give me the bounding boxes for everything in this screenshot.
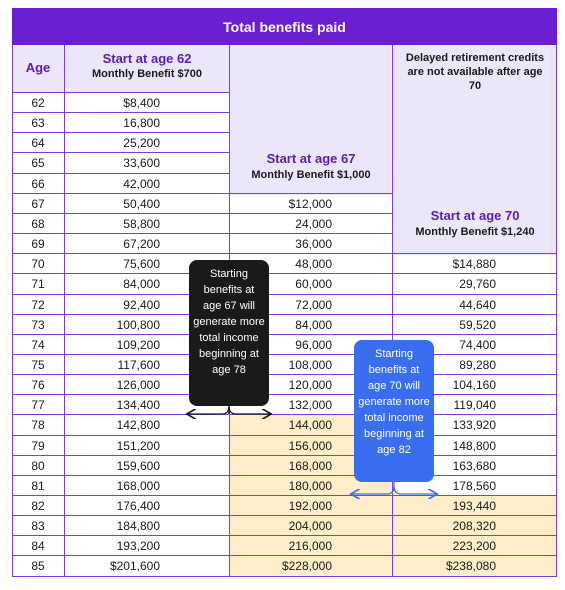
age-cell: 72: [31, 297, 45, 312]
age-cell: 79: [31, 438, 45, 453]
age-cell: 68: [31, 216, 45, 231]
value-67: 24,000: [295, 216, 332, 231]
value-70: 89,280: [459, 357, 496, 372]
header-start62-sub: Monthly Benefit $700: [91, 68, 203, 80]
header-note70: Delayed retirement credits are not available after age 70: [405, 52, 545, 92]
value-70: $238,080: [445, 559, 496, 574]
value-67: 156,000: [288, 438, 332, 453]
value-62: 109,200: [116, 337, 160, 352]
value-70: 119,040: [453, 398, 496, 413]
value-70: $14,880: [452, 257, 496, 272]
value-70: 163,680: [452, 458, 496, 473]
value-70: 148,800: [452, 438, 496, 453]
value-62: 151,200: [116, 438, 160, 453]
header-start70: Start at age 70: [430, 208, 520, 223]
callout-age70: Starting benefits at age 70 will generate more total income beginning at age 82: [354, 340, 434, 482]
value-67: 48,000: [295, 257, 332, 272]
value-67: 108,000: [288, 357, 332, 372]
age-cell: 76: [31, 378, 45, 393]
value-62: 134,400: [116, 398, 160, 413]
table-title: Total benefits paid: [12, 8, 557, 45]
value-62: 16,800: [123, 116, 160, 131]
value-67: 192,000: [288, 499, 332, 513]
value-62: $8,400: [123, 96, 160, 110]
value-62: 75,600: [123, 257, 160, 272]
age-cell: 77: [31, 398, 45, 413]
value-67: 60,000: [295, 277, 332, 292]
value-67: $228,000: [281, 559, 332, 574]
value-62: 193,200: [116, 539, 160, 554]
value-62: 100,800: [116, 317, 160, 332]
age-cell: 71: [31, 277, 45, 292]
callout-arrows: [12, 8, 557, 590]
value-62: 67,200: [123, 237, 160, 252]
value-70: 74,400: [459, 337, 496, 352]
age-cell: 74: [31, 337, 45, 352]
value-67: 72,000: [295, 297, 332, 312]
callout-age67: Starting benefits at age 67 will generate more total income beginning at age 78: [189, 260, 269, 406]
age-cell: 84: [31, 539, 45, 554]
value-62: 42,000: [123, 176, 160, 191]
value-62: 159,600: [116, 458, 160, 473]
value-67: 132,000: [288, 398, 332, 413]
value-70: 104,160: [452, 378, 496, 393]
arrow-age67: [188, 405, 270, 414]
value-62: 168,000: [116, 478, 160, 493]
header-age: Age: [25, 60, 51, 75]
value-67: 180,000: [288, 478, 332, 493]
age-cell: 85: [31, 559, 45, 574]
arrow-age70: [352, 481, 436, 494]
value-62: 176,400: [116, 499, 160, 513]
value-62: 126,000: [116, 378, 160, 393]
value-70: 59,520: [459, 317, 496, 332]
value-67: 204,000: [288, 519, 332, 534]
age-cell: 69: [31, 237, 45, 252]
age-cell: 83: [31, 519, 45, 534]
value-70: 208,320: [452, 519, 496, 534]
value-67: 120,000: [288, 378, 332, 393]
age-cell: 64: [31, 136, 45, 151]
header-start70-sub: Monthly Benefit $1,240: [415, 226, 535, 238]
age-cell: 81: [31, 478, 45, 493]
value-70: 44,640: [459, 297, 496, 312]
value-67: 36,000: [295, 237, 332, 252]
age-cell: 73: [31, 317, 45, 332]
age-cell: 82: [31, 499, 45, 513]
value-67: 216,000: [288, 539, 332, 554]
value-70: 223,200: [452, 539, 496, 554]
value-62: 142,800: [116, 418, 160, 433]
value-62: 184,800: [116, 519, 160, 534]
age-cell: 66: [31, 176, 45, 191]
age-cell: 67: [31, 196, 45, 211]
value-70: 29,760: [459, 277, 496, 292]
value-70: 193,440: [452, 499, 496, 513]
age-cell: 70: [31, 257, 45, 272]
value-62: 117,600: [117, 357, 160, 372]
age-cell: 63: [31, 116, 45, 131]
value-67: 84,000: [295, 317, 332, 332]
age-cell: 75: [31, 357, 45, 372]
value-62: $201,600: [109, 559, 160, 574]
header-start67: Start at age 67: [266, 151, 356, 166]
value-62: 84,000: [123, 277, 160, 292]
value-62: 50,400: [123, 196, 160, 211]
value-62: 58,800: [123, 216, 160, 231]
age-cell: 80: [31, 458, 45, 473]
value-62: 25,200: [123, 136, 160, 151]
value-67: 144,000: [288, 418, 332, 433]
value-70: 133,920: [452, 418, 496, 433]
age-cell: 62: [31, 96, 45, 110]
value-62: 33,600: [123, 156, 160, 171]
value-67: 168,000: [288, 458, 332, 473]
value-67: $12,000: [288, 196, 332, 211]
value-70: 178,560: [452, 478, 496, 493]
header-start67-sub: Monthly Benefit $1,000: [251, 169, 371, 181]
age-cell: 65: [31, 156, 45, 171]
value-67: 96,000: [295, 337, 332, 352]
age-cell: 78: [31, 418, 45, 433]
value-62: 92,400: [123, 297, 160, 312]
header-start62: Start at age 62: [102, 51, 192, 66]
